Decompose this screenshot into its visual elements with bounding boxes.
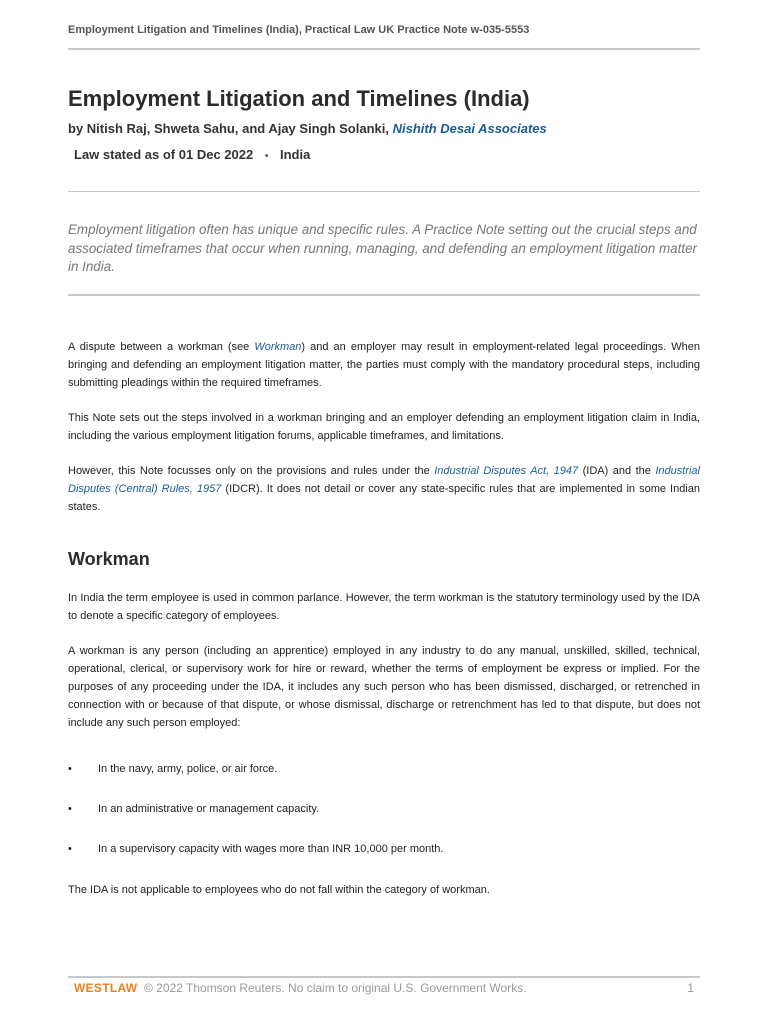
ida-link[interactable]: Industrial Disputes Act, 1947 <box>434 465 579 477</box>
paragraph-text: (IDA) and the <box>578 465 656 477</box>
paragraph-workman-definition: A workman is any person (including an apprentice) employed in any industry to do any manual, unskilled, skilled, technical, operational, clerical, or supervisory work for hire or reward, whether the terms of employment be express or implied. For the purposes of any proceeding under the IDA, it includes any such person who has been dismissed, discharged, or retrenched in connection with or because of that dispute, or whose dismissal, discharge or retrenchment has led to that dispute, but does not include any such person employed: <box>68 645 700 729</box>
paragraph-ida-applicability: The IDA is not applicable to employees who do not fall within the category of workman. <box>68 884 490 896</box>
bullet-icon: • <box>68 803 72 815</box>
paragraph-text: ) and an employer may result in employment-related legal proceedings. When bringing and defending an employment litigation matter, the parties must comply with the mandatory procedural steps, including submitting pleadings within the required timeframes. <box>68 341 701 389</box>
list-item <box>68 760 700 800</box>
paragraph-text: However, this Note focusses only on the provisions and rules under the <box>68 465 435 477</box>
paragraph-text: (IDCR). It does not detail or cover any state-specific rules that are implemented in some Indian states. <box>68 483 700 513</box>
list-item <box>68 840 700 880</box>
list-item-text: In a supervisory capacity with wages more than INR 10,000 per month. <box>98 843 444 855</box>
paragraph-scope: This Note sets out the steps involved in a workman bringing and an employer defending an employment litigation claim in India, including the various employment litigation forums, applicable timeframes, and limitations. <box>68 412 700 442</box>
divider <box>68 294 700 296</box>
idcr-link[interactable]: Industrial Disputes (Central) Rules, 1957 <box>68 465 700 495</box>
paragraph-intro <box>68 338 700 392</box>
workman-link[interactable]: Workman <box>254 341 302 353</box>
byline <box>68 121 547 136</box>
law-stated-date: Law stated as of 01 Dec 2022 <box>74 147 254 162</box>
list-item-text: In the navy, army, police, or air force. <box>98 763 278 775</box>
abstract: Employment litigation often has unique and specific rules. A Practice Note setting out the crucial steps and associated timeframes that occur when running, managing, and defending an employment litigation matter in India. <box>68 222 697 274</box>
section-heading-workman: Workman <box>68 549 150 569</box>
westlaw-logo: WESTLAW <box>74 981 138 995</box>
document-title: Employment Litigation and Timelines (India) <box>68 86 530 111</box>
firm-link[interactable]: Nishith Desai Associates <box>392 121 547 136</box>
paragraph-workman-term: In India the term employee is used in common parlance. However, the term workman is the statutory terminology used by the IDA to denote a specific category of employees. <box>68 592 700 622</box>
list-item-text: In an administrative or management capacity. <box>98 803 320 815</box>
exclusion-list <box>68 760 700 880</box>
paragraph-limitations <box>68 462 700 516</box>
bullet-icon: • <box>68 763 72 775</box>
divider <box>68 191 700 192</box>
law-stated-line <box>74 147 310 162</box>
byline-authors: by Nitish Raj, Shweta Sahu, and Ajay Singh Solanki, <box>68 121 393 136</box>
paragraph-text: A dispute between a workman (see <box>68 341 255 353</box>
page-number: 1 <box>687 981 694 995</box>
footer-divider <box>68 976 700 978</box>
running-header: Employment Litigation and Timelines (India), Practical Law UK Practice Note w-035-5553 <box>68 24 700 50</box>
copyright-notice: © 2022 Thomson Reuters. No claim to original U.S. Government Works. <box>144 981 527 995</box>
jurisdiction: India <box>279 147 311 162</box>
bullet-icon: • <box>68 843 72 855</box>
footer <box>68 981 700 999</box>
list-item <box>68 800 700 840</box>
separator-dot: • <box>264 151 269 162</box>
